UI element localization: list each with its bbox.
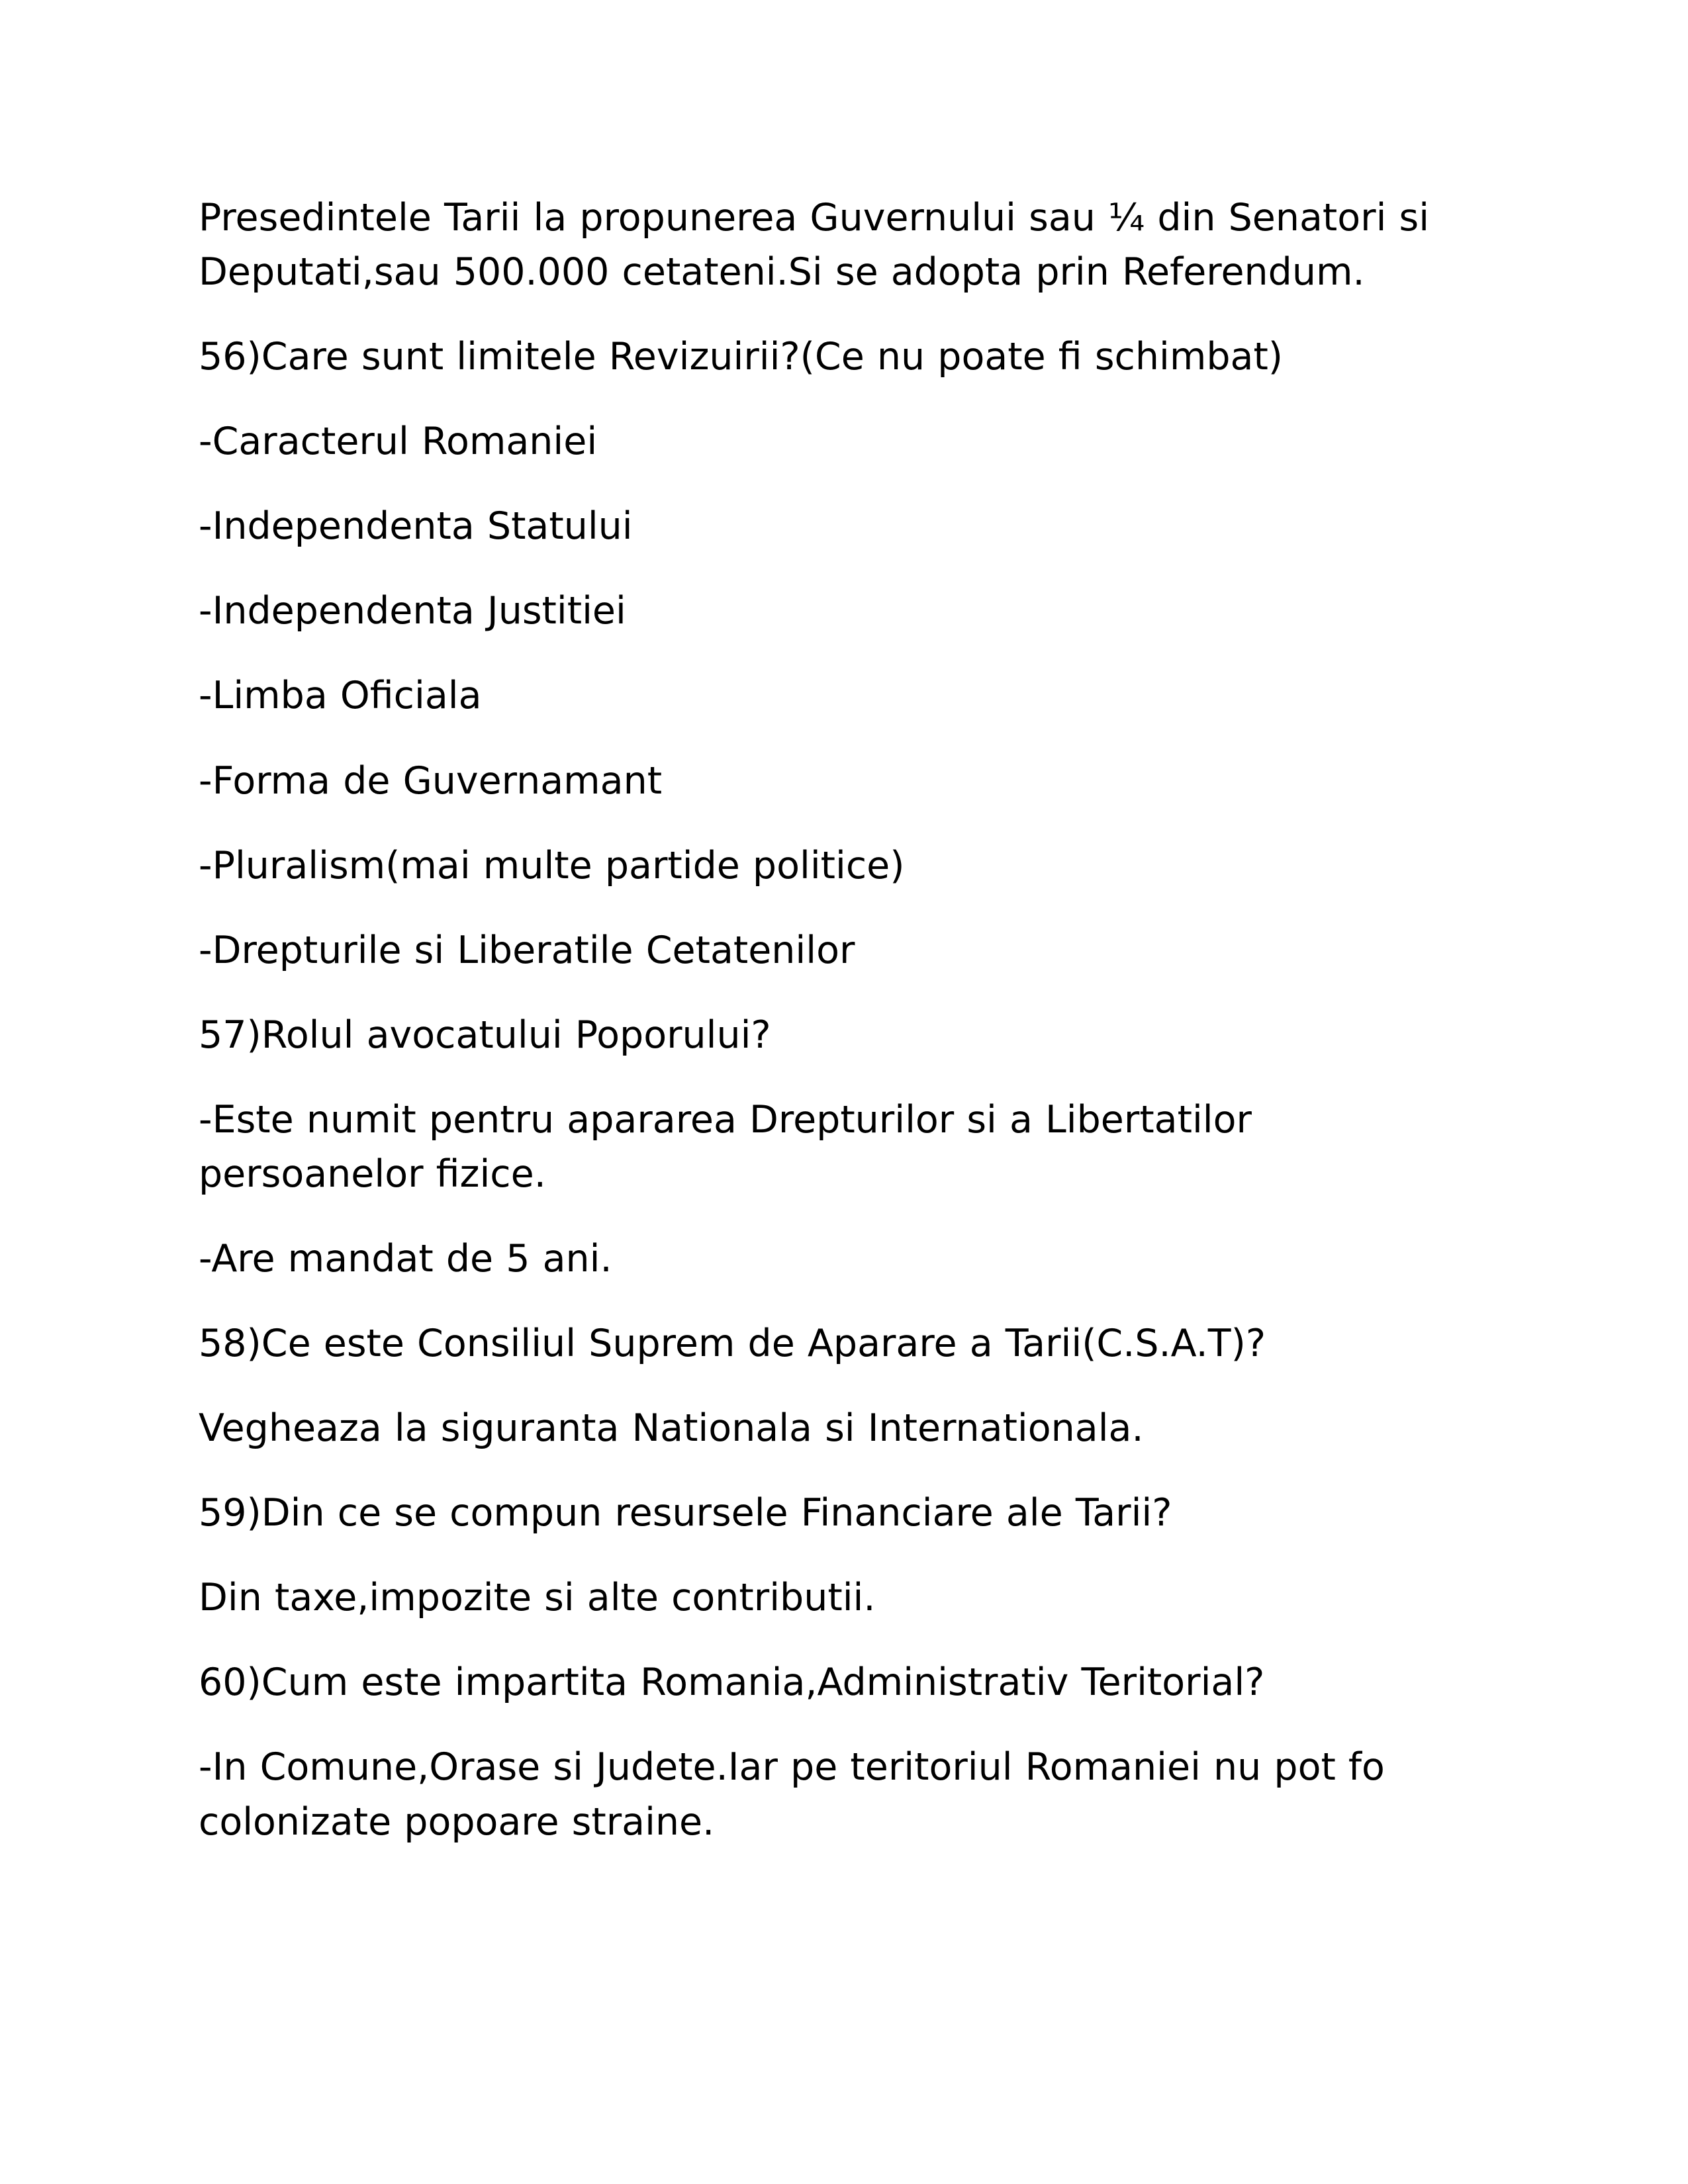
paragraph-intro-referendum: Presedintele Tarii la propunerea Guvernului sau ¼ din Senatori si Deputati,sau 500.000 cetateni.Si se adopta prin Referendum. xyxy=(199,196,1430,295)
paragraph-question-59: 59)Din ce se compun resursele Financiare ale Tarii? xyxy=(199,1491,1172,1535)
paragraph-list-item: -Limba Oficiala xyxy=(199,674,482,718)
paragraph-list-item: -Drepturile si Liberatile Cetatenilor xyxy=(199,928,855,972)
paragraph-question-57: 57)Rolul avocatului Poporului? xyxy=(199,1013,771,1057)
paragraph-list-item: -Pluralism(mai multe partide politice) xyxy=(199,843,905,887)
document-body xyxy=(199,191,1450,1880)
paragraph-answer: Vegheaza la siguranta Nationala si Internationala. xyxy=(199,1406,1144,1451)
paragraph-answer: -Este numit pentru apararea Drepturilor si a Libertatilor persoanelor fizice. xyxy=(199,1097,1252,1196)
paragraph-answer: -Are mandat de 5 ani. xyxy=(199,1237,612,1281)
paragraph-question-60: 60)Cum este impartita Romania,Administrativ Teritorial? xyxy=(199,1661,1265,1705)
paragraph-list-item: -Independenta Justitiei xyxy=(199,589,626,633)
paragraph-question-58: 58)Ce este Consiliul Suprem de Aparare a Tarii(C.S.A.T)? xyxy=(199,1322,1266,1366)
paragraph-answer: -In Comune,Orase si Judete.Iar pe teritoriul Romaniei nu pot fo colonizate popoare straine. xyxy=(199,1745,1385,1844)
paragraph-list-item: -Forma de Guvernamant xyxy=(199,758,663,803)
paragraph-answer: Din taxe,impozite si alte contributii. xyxy=(199,1576,876,1620)
paragraph-question-56: 56)Care sunt limitele Revizuirii?(Ce nu poate fi schimbat) xyxy=(199,335,1284,379)
paragraph-list-item: -Independenta Statului xyxy=(199,504,633,549)
paragraph-list-item: -Caracterul Romaniei xyxy=(199,420,598,464)
